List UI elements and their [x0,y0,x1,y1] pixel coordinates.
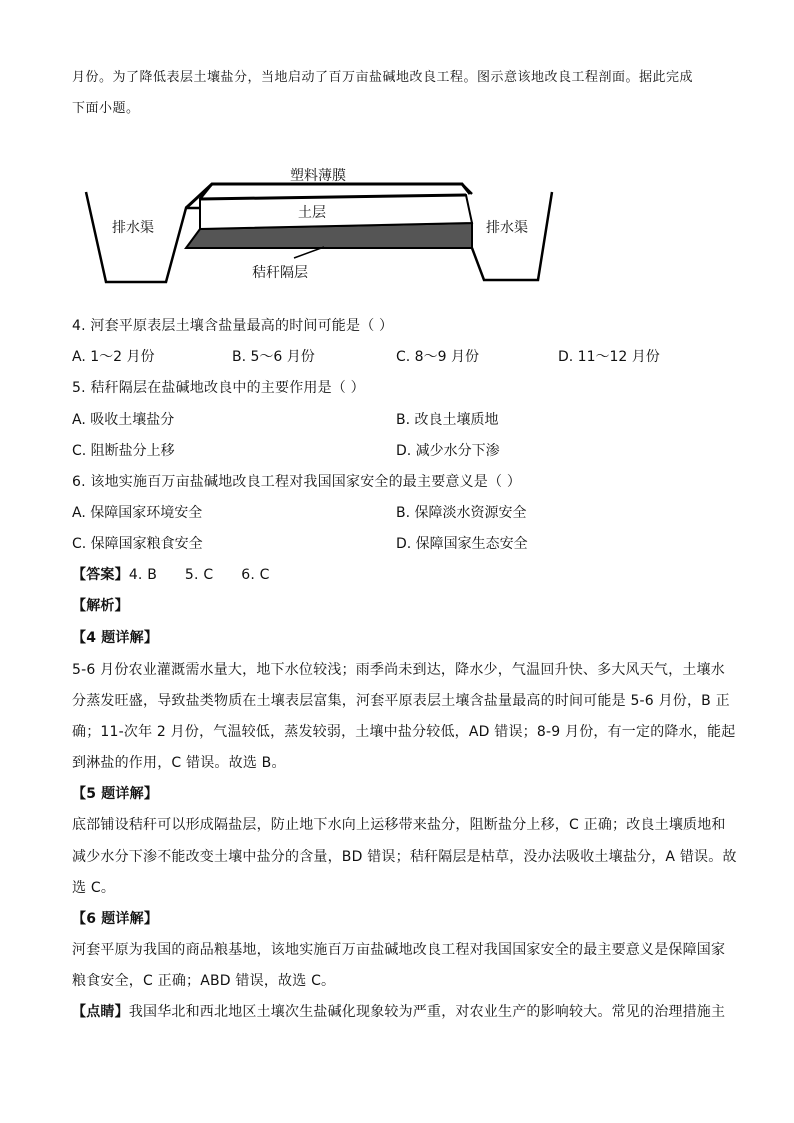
question-5-option-d: D. 减少水分下渗 [396,443,500,459]
q4-detail-line-3: 确；11-次年 2 月份，气温较低，蒸发较弱，土壤中盐分较低，AD 错误；8-9 月份，有一定的降水，能起 [72,724,736,740]
question-6-option-a: A. 保障国家环境安全 [72,505,203,521]
question-4-option-c: C. 8～9 月份 [396,349,479,365]
answer-label: 【答案】 [72,567,129,583]
q4-detail-line-4: 到淋盐的作用，C 错误。故选 B。 [72,755,286,771]
question-5-stem: 5. 秸秆隔层在盐碱地改良中的主要作用是（ ） [72,380,365,396]
question-4-stem: 4. 河套平原表层土壤含盐量最高的时间可能是（ ） [72,318,394,334]
question-6-option-c: C. 保障国家粮食安全 [72,536,203,552]
q6-detail-title: 【6 题详解】 [72,911,159,927]
left-ditch-outline [86,192,200,282]
question-4-option-b: B. 5～6 月份 [232,349,315,365]
question-4-option-d: D. 11～12 月份 [558,349,660,365]
question-5-option-c: C. 阻断盐分上移 [72,443,175,459]
q5-detail-line-3: 选 C。 [72,880,116,896]
question-4-option-a: A. 1～2 月份 [72,349,155,365]
intro-line-1: 月份。为了降低表层土壤盐分，当地启动了百万亩盐碱地改良工程。图示意该地改良工程剖面。据此完成 [72,70,694,85]
q4-detail-line-2: 分蒸发旺盛，导致盐类物质在土壤表层富集，河套平原表层土壤含盐量最高的时间可能是 5-6 月份，B 正 [72,693,730,709]
left-ditch-label: 排水渠 [112,220,154,236]
question-6-option-d: D. 保障国家生态安全 [396,536,528,552]
q5-detail-title: 【5 题详解】 [72,786,159,802]
q5-detail-line-2: 减少水分下渗不能改变土壤中盐分的含量，BD 错误；秸秆隔层是枯草，没办法吸收土壤盐分，A 错误。故 [72,849,737,865]
q4-detail-line-1: 5-6 月份农业灌溉需水量大，地下水位较浅；雨季尚未到达，降水少，气温回升快、多大风天气，土壤水 [72,662,725,678]
straw-label: 秸秆隔层 [252,265,308,281]
soil-profile-diagram [80,160,560,290]
analysis-label: 【解析】 [72,598,129,614]
q4-detail-title: 【4 题详解】 [72,630,159,646]
film-label: 塑料薄膜 [290,168,346,184]
right-ditch-outline [472,192,552,280]
question-5-option-b: B. 改良土壤质地 [396,412,499,428]
question-6-stem: 6. 该地实施百万亩盐碱地改良工程对我国国家安全的最主要意义是（ ） [72,474,522,490]
q6-detail-line-2: 粮食安全，C 正确；ABD 错误，故选 C。 [72,973,336,989]
intro-line-2: 下面小题。 [72,101,140,116]
soil-label: 土层 [298,205,326,221]
tip-label: 【点睛】 [72,1004,129,1020]
right-ditch-label: 排水渠 [486,220,528,236]
answer-text: 4. B 5. C 6. C [128,567,270,583]
answer-line [72,565,270,585]
question-6-option-b: B. 保障淡水资源安全 [396,505,527,521]
tip-text: 我国华北和西北地区土壤次生盐碱化现象较为严重，对农业生产的影响较大。常见的治理措施主 [128,1004,726,1020]
q5-detail-line-1: 底部铺设秸秆可以形成隔盐层，防止地下水向上运移带来盐分，阻断盐分上移，C 正确；改良土壤质地和 [72,817,726,833]
soil-layer-band [200,195,472,229]
tip-line [72,1002,725,1022]
question-5-option-a: A. 吸收土壤盐分 [72,412,175,428]
q6-detail-line-1: 河套平原为我国的商品粮基地，该地实施百万亩盐碱地改良工程对我国国家安全的最主要意义是保障国家 [72,942,726,958]
